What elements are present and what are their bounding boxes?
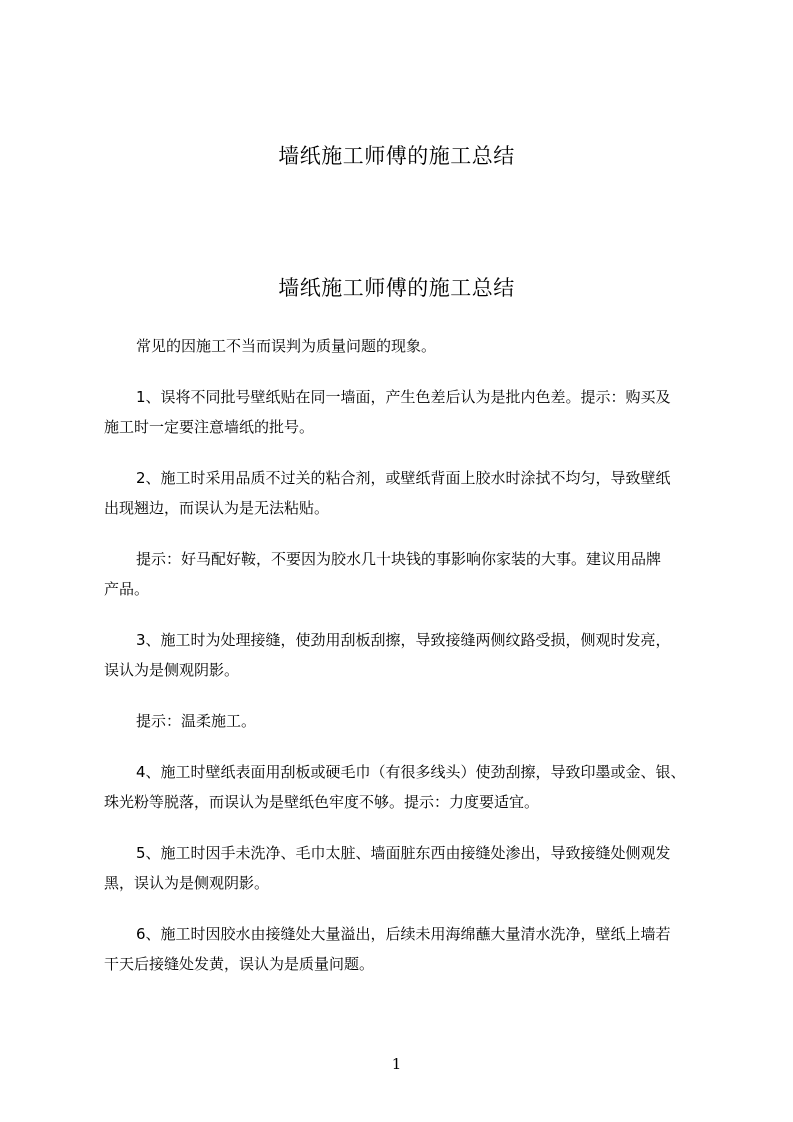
page-number: 1 [391, 1055, 402, 1073]
paragraph-line: 误认为是侧观阴影。 [104, 661, 240, 679]
paragraph-item-6 [104, 919, 716, 979]
paragraph-line: 干天后接缝处发黄，误认为是质量问题。 [104, 955, 375, 973]
paragraph-line: 提示：好马配好鞍，不要因为胶水几十块钱的事影响你家装的大事。建议用品牌 [136, 550, 662, 568]
paragraph-item-5 [104, 838, 716, 898]
document-body [104, 331, 716, 1000]
document-title: 墙纸施工师傅的施工总结 [278, 276, 515, 300]
paragraph-item-3 [104, 625, 716, 685]
paragraph-line: 黑，误认为是侧观阴影。 [104, 874, 270, 892]
paragraph-line: 提示：温柔施工。 [136, 712, 257, 730]
paragraph-line: 2、施工时采用品质不过关的粘合剂，或壁纸背面上胶水时涂拭不均匀，导致壁纸 [136, 469, 671, 487]
paragraph-line: 3、施工时为处理接缝，使劲用刮板刮擦，导致接缝两侧纹路受损，侧观时发亮， [136, 631, 671, 649]
paragraph-line: 施工时一定要注意墙纸的批号。 [104, 418, 315, 436]
paragraph-line: 出现翘边，而误认为是无法粘贴。 [104, 499, 330, 517]
paragraph-tip-gentle [104, 706, 716, 736]
paragraph-intro [104, 331, 716, 361]
paragraph-line: 产品。 [104, 580, 150, 598]
paragraph-item-2 [104, 463, 716, 523]
paragraph-line: 6、施工时因胶水由接缝处大量溢出，后续未用海绵蘸大量清水洗净，壁纸上墙若 [136, 925, 671, 943]
paragraph-line: 1、误将不同批号壁纸贴在同一墙面，产生色差后认为是批内色差。提示：购买及 [136, 388, 671, 406]
page-header-title: 墙纸施工师傅的施工总结 [278, 144, 515, 168]
paragraph-line: 4、施工时壁纸表面用刮板或硬毛巾（有很多线头）使劲刮擦，导致印墨或金、银、 [136, 763, 686, 781]
paragraph-line: 珠光粉等脱落，而误认为是壁纸色牢度不够。提示：力度要适宜。 [104, 793, 540, 811]
paragraph-tip-glue [104, 544, 716, 604]
paragraph-item-4 [104, 757, 716, 817]
paragraph-line: 5、施工时因手未洗净、毛巾太脏、墙面脏东西由接缝处渗出，导致接缝处侧观发 [136, 844, 671, 862]
paragraph-item-1 [104, 382, 716, 442]
paragraph-line: 常见的因施工不当而误判为质量问题的现象。 [136, 337, 437, 355]
